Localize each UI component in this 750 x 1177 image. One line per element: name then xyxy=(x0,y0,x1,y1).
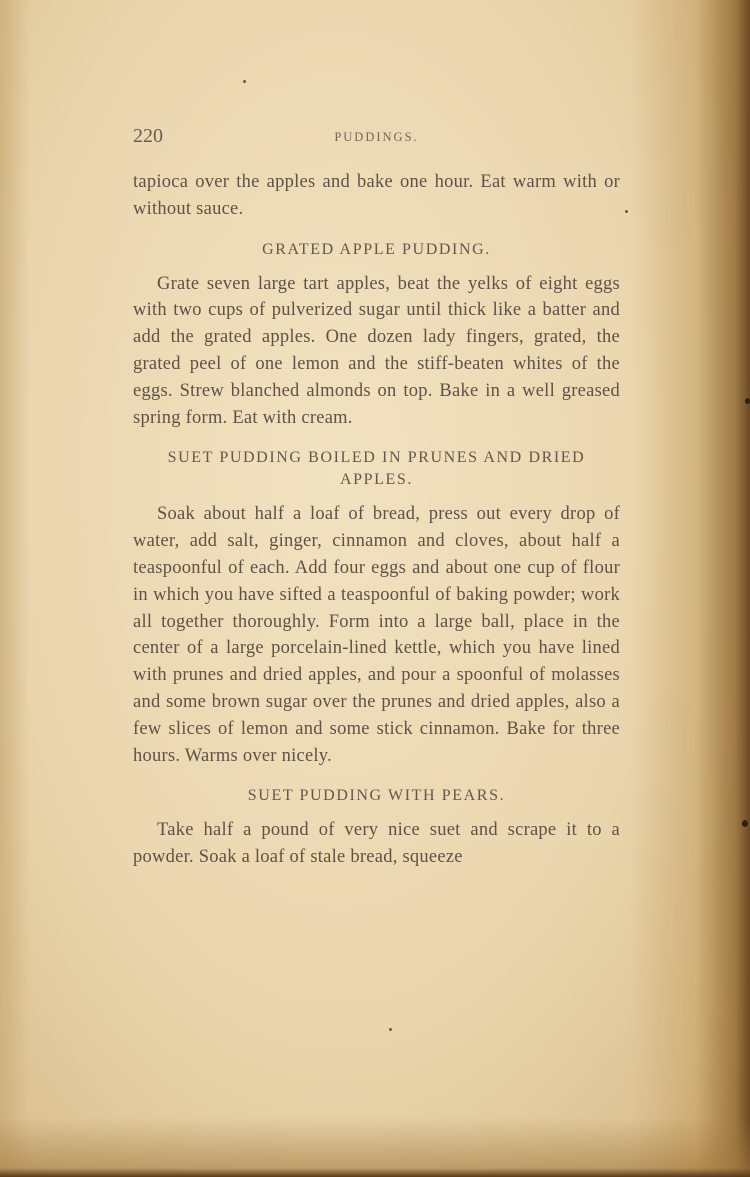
page-text xyxy=(133,125,620,871)
running-head: PUDDINGS. xyxy=(334,130,419,144)
page-right-shading xyxy=(630,0,750,1177)
recipe-title: SUET PUDDING BOILED IN PRUNES AND DRIED APPLES. xyxy=(167,449,586,489)
paper-fleck xyxy=(625,210,628,213)
paper-fleck xyxy=(742,820,748,827)
paper-fleck xyxy=(389,1028,392,1031)
recipe-title: SUET PUDDING WITH PEARS. xyxy=(247,787,506,805)
continuation-paragraph: tapioca over the apples and bake one hour. Eat warm with or without sauce. xyxy=(133,172,620,219)
page-number: 220 xyxy=(133,125,163,147)
recipe-body: Grate seven large tart apples, beat the yelks of eight eggs with two cups of pulverized sugar until thick like a batter and add the grated apples. One dozen lady fingers, grated, the grated peel of one lemon and the stiff-beaten whites of the eggs. Strew blanched almonds on top. Bake in a well greased spring form. Eat with cream. xyxy=(133,273,620,428)
recipe-body: Soak about half a loaf of bread, press out every drop of water, add salt, ginger, cinnamon and cloves, about half a teaspoonful of each. Add four eggs and about one cup of flour in which you have sifted a teaspoonful of baking powder; work all together thoroughly. Form into a large ball, place in the center of a large porcelain-lined kettle, which you have lined with prunes and dried apples, and pour a spoonful of molasses and some brown sugar over the prunes and dried apples, also a few slices of lemon and some stick cinnamon. Bake for three hours. Warms over nicely. xyxy=(133,504,620,766)
paper-fleck xyxy=(243,80,246,83)
paper-fleck xyxy=(745,398,750,404)
recipe-title: GRATED APPLE PUDDING. xyxy=(262,240,491,258)
recipe-body: Take half a pound of very nice suet and scrape it to a powder. Soak a loaf of stale bread, squeeze xyxy=(133,820,620,868)
page-header xyxy=(133,125,620,153)
page-left-shading xyxy=(0,0,30,1177)
page-bottom-shading xyxy=(0,1117,750,1177)
